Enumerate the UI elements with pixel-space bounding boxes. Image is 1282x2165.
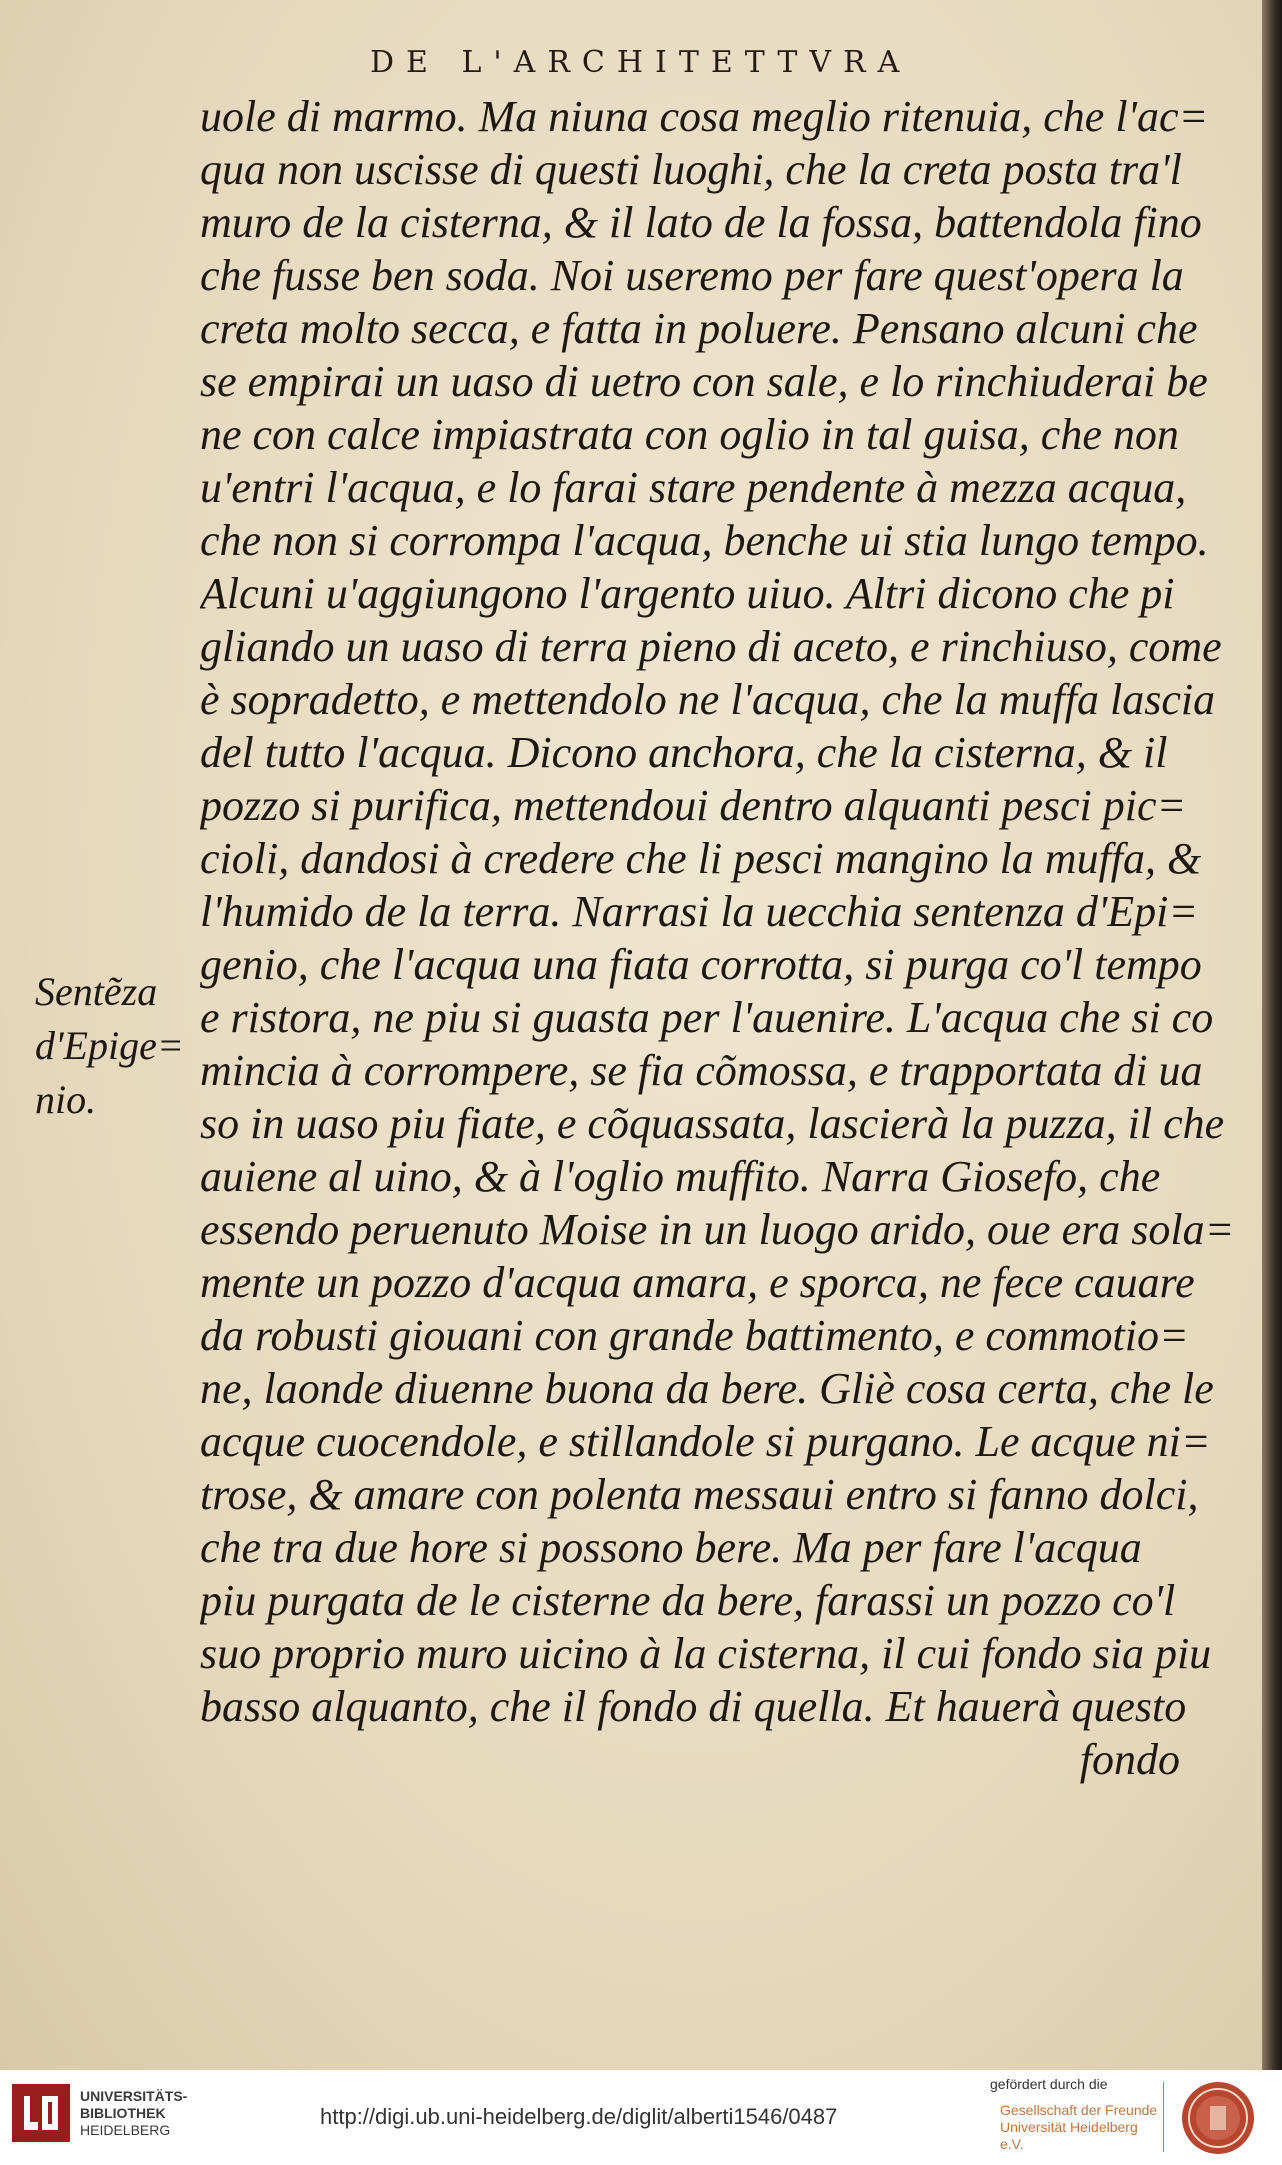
footer-divider (1163, 2082, 1164, 2152)
running-head: DE L'ARCHITETTVRA (370, 45, 912, 80)
society-name-line: Gesellschaft der Freunde (1000, 2102, 1158, 2118)
text-line: genio, che l'acqua una fiata corrotta, si purga co'l tempo (200, 940, 1202, 989)
society-name-line: Universität Heidelberg e.V. (1000, 2119, 1138, 2152)
text-line: l'humido de la terra. Narrasi la uecchia sentenza d'Epi= (200, 887, 1199, 936)
text-line: acque cuocendole, e stillandole si purgano. Le acque ni= (200, 1417, 1211, 1466)
text-line: so in uaso piu fiate, e cõquassata, lascierà la puzza, il che (200, 1099, 1225, 1148)
library-logo-icon (10, 2082, 72, 2144)
text-line: che non si corrompa l'acqua, benche ui stia lungo tempo. (200, 516, 1209, 565)
text-line: ne con calce impiastrata con oglio in tal guisa, che non (200, 410, 1179, 459)
catchword: fondo (1079, 1735, 1180, 1784)
text-line: u'entri l'acqua, e lo farai stare pendente à mezza acqua, (200, 463, 1187, 512)
text-line: che tra due hore si possono bere. Ma per fare l'acqua (200, 1523, 1142, 1572)
text-line: muro de la cisterna, & il lato de la fossa, battendola fino (200, 198, 1202, 247)
funded-by-label: gefördert durch die (990, 2076, 1108, 2092)
text-line: da robusti giouani con grande battimento, e commotio= (200, 1311, 1189, 1360)
society-name (1000, 2102, 1160, 2153)
body-text (200, 90, 1240, 1786)
text-line: del tutto l'acqua. Dicono anchora, che la cisterna, & il (200, 728, 1168, 777)
text-line: è sopradetto, e mettendolo ne l'acqua, che la muffa lascia (200, 675, 1216, 724)
text-line: piu purgata de le cisterne da bere, farassi un pozzo co'l (200, 1576, 1176, 1625)
text-line: se empirai un uaso di uetro con sale, e lo rinchiuderai be (200, 357, 1208, 406)
university-seal-icon (1180, 2080, 1256, 2156)
text-line: Alcuni u'aggiungono l'argento uiuo. Altri dicono che pi (200, 569, 1175, 618)
text-line: basso alquanto, che il fondo di quella. Et hauerà questo (200, 1682, 1187, 1731)
text-line: qua non uscisse di questi luoghi, che la creta posta tra'l (200, 145, 1182, 194)
text-line: e ristora, ne piu si guasta per l'auenire. L'acqua che si co (200, 993, 1214, 1042)
text-line: trose, & amare con polenta messaui entro si fanno dolci, (200, 1470, 1199, 1519)
library-name-line: BIBLIOTHEK (80, 2105, 166, 2121)
text-line: cioli, dandosi à credere che li pesci mangino la muffa, & (200, 834, 1202, 883)
library-name-line: UNIVERSITÄTS- (80, 2088, 188, 2104)
margin-note (35, 965, 205, 1127)
library-name-line: HEIDELBERG (80, 2122, 171, 2138)
text-line: pozzo si purifica, mettendoui dentro alquanti pesci pic= (200, 781, 1187, 830)
text-line: suo proprio muro uicino à la cisterna, il cui fondo sia piu (200, 1629, 1212, 1678)
text-line: ne, laonde diuenne buona da bere. Gliè cosa certa, che le (200, 1364, 1214, 1413)
margin-note-line: d'Epige= (35, 1023, 184, 1068)
source-url-link[interactable]: http://digi.ub.uni-heidelberg.de/diglit/alberti1546/0487 (320, 2104, 838, 2129)
text-line: mincia à corrompere, se fia cõmossa, e trapportata di ua (200, 1046, 1203, 1095)
text-line: creta molto secca, e fatta in poluere. Pensano alcuni che (200, 304, 1198, 353)
page-edge (1262, 0, 1282, 2070)
library-name (80, 2088, 230, 2139)
text-line: che fusse ben soda. Noi useremo per fare quest'opera la (200, 251, 1184, 300)
text-line: gliando un uaso di terra pieno di aceto, e rinchiuso, come (200, 622, 1222, 671)
text-line: uole di marmo. Ma niuna cosa meglio ritenuia, che l'ac= (200, 92, 1209, 141)
margin-note-line: nio. (35, 1077, 97, 1122)
text-line: mente un pozzo d'acqua amara, e sporca, ne fece cauare (200, 1258, 1195, 1307)
text-line: auiene al uino, & à l'oglio muffito. Narra Giosefo, che (200, 1152, 1161, 1201)
margin-note-line: Sentẽza (35, 969, 158, 1014)
text-line: essendo peruenuto Moise in un luogo arido, oue era sola= (200, 1205, 1235, 1254)
